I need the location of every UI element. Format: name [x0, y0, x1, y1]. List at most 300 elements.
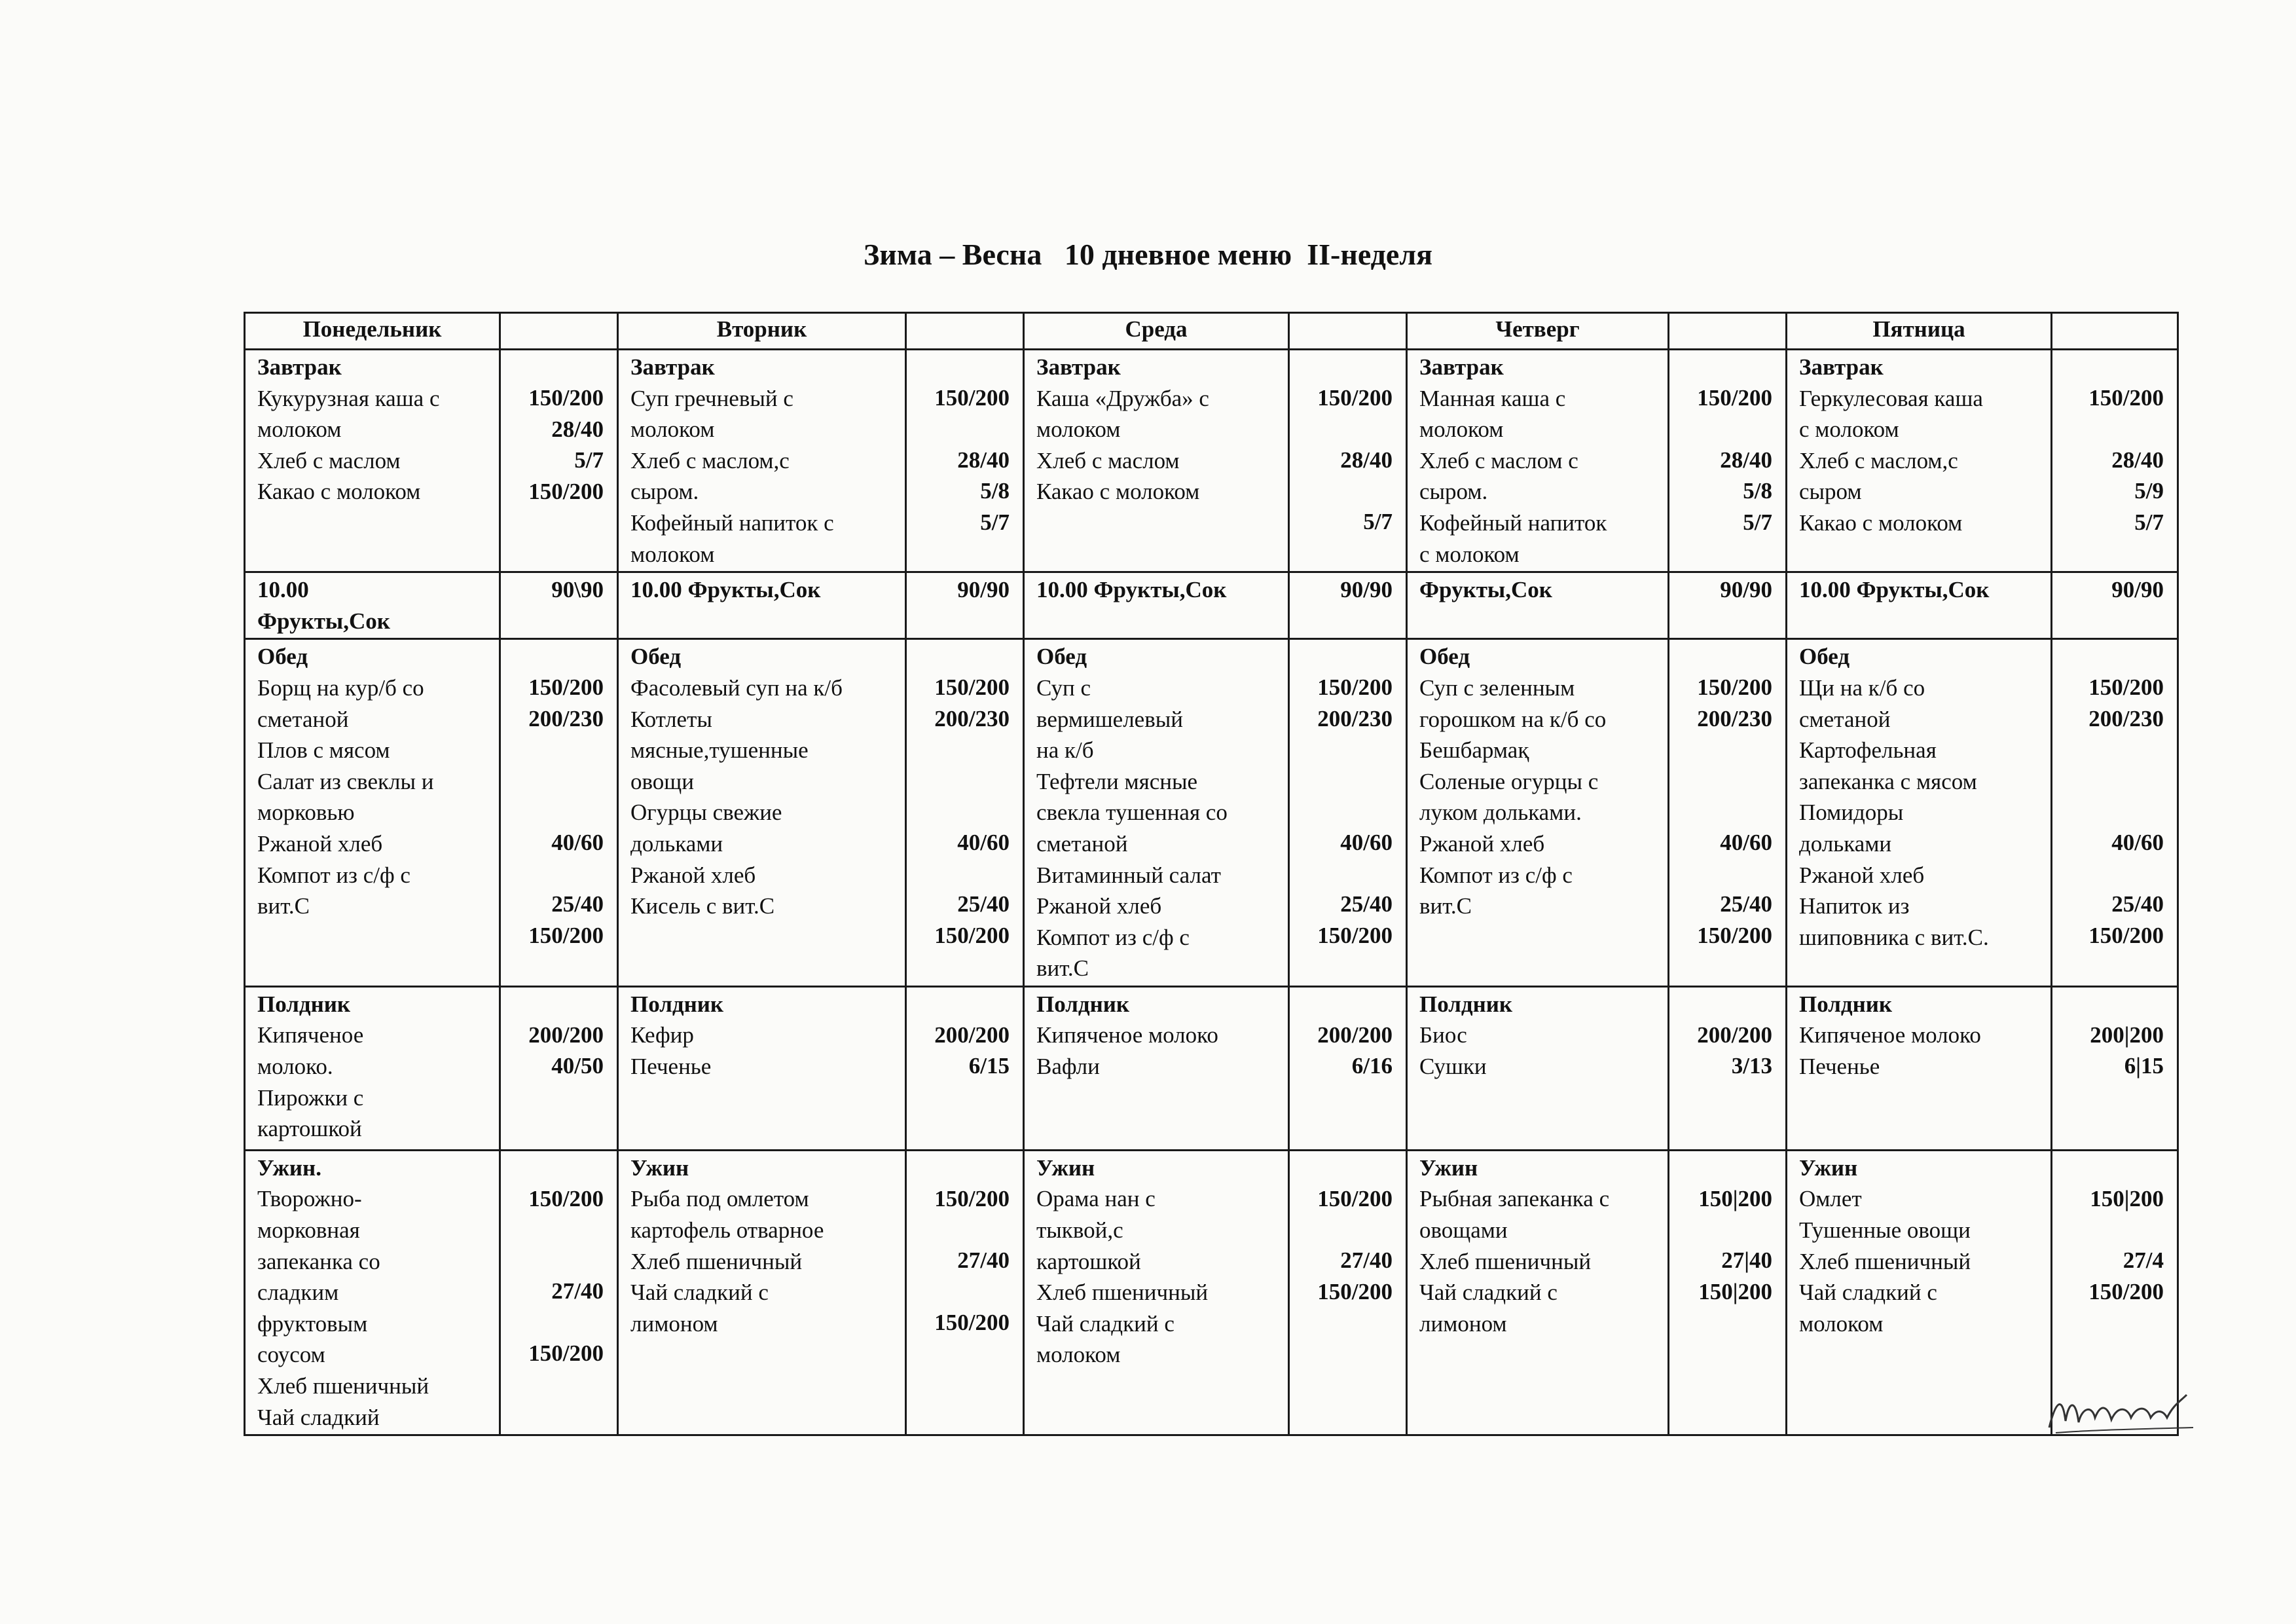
- meal-heading: Завтрак: [257, 354, 342, 380]
- dish-name: 10.00 Фрукты,Сок: [630, 577, 821, 603]
- portion-value: 150/200: [528, 922, 604, 948]
- meal-cell: [1787, 986, 2052, 1150]
- meal-heading: Обед: [1799, 644, 1850, 670]
- dish-name: Компот из с/ф с: [1036, 924, 1190, 950]
- amount-header: [2052, 313, 2178, 350]
- meal-cell: [1024, 639, 1289, 987]
- portion-value: 27/40: [1340, 1247, 1393, 1274]
- portion-cell: [500, 986, 618, 1150]
- dish-name: Чай сладкий: [257, 1404, 380, 1430]
- day-header: Четверг: [1407, 313, 1669, 350]
- portion-value: 5/8: [980, 478, 1010, 504]
- meal-heading: Обед: [1036, 644, 1087, 670]
- portion-value: [1302, 858, 1393, 889]
- dish-name: Хлеб пшеничный: [1419, 1248, 1592, 1274]
- dish-name: лимоном: [1419, 1310, 1507, 1337]
- portion-cell: [906, 350, 1024, 572]
- portion-value: [2064, 414, 2164, 445]
- portion-value: [2064, 1153, 2164, 1183]
- portion-value: 150/200: [934, 385, 1010, 411]
- meal-cell: [1024, 350, 1289, 572]
- meal-cell: [618, 572, 906, 639]
- meal-cell: [245, 572, 500, 639]
- dish-name: Ржаной хлеб: [1799, 862, 1925, 888]
- portion-value: [1681, 414, 1772, 445]
- meal-heading: Полдник: [1419, 991, 1513, 1017]
- portion-value: 150/200: [2088, 385, 2164, 411]
- dish-name: горошком на к/б со: [1419, 706, 1607, 732]
- portion-value: [2064, 766, 2164, 796]
- portion-value: [1681, 641, 1772, 672]
- portion-value: 150/200: [528, 674, 604, 701]
- dish-name: молоком: [1036, 416, 1121, 443]
- portion-value: 150/200: [2088, 1279, 2164, 1305]
- meal-heading: Ужин: [1036, 1154, 1095, 1181]
- portion-cell: [1289, 986, 1407, 1150]
- dish-name: Хлеб с маслом,с: [1799, 447, 1958, 473]
- dish-name: тыквой,с: [1036, 1217, 1123, 1244]
- dish-name: Чай сладкий с: [1036, 1310, 1175, 1337]
- amount-header: [1669, 313, 1787, 350]
- menu-body: [245, 350, 2178, 1435]
- meal-heading: Полдник: [630, 991, 724, 1017]
- portion-value: [513, 1307, 604, 1338]
- portion-value: 25/40: [1340, 891, 1393, 917]
- dish-name: Хлеб с маслом,с: [630, 447, 790, 473]
- portion-cell: [1669, 350, 1787, 572]
- dish-name: сладким: [257, 1280, 339, 1306]
- portion-value: 150/200: [934, 1310, 1010, 1336]
- meal-cell: [1407, 572, 1669, 639]
- portion-value: 200/200: [934, 1022, 1010, 1048]
- dish-name: Картофельная: [1799, 737, 1937, 764]
- dish-name: шиповника с вит.С.: [1799, 924, 1989, 950]
- dish-name: Омлет: [1799, 1186, 1862, 1212]
- portion-value: 40/60: [2111, 829, 2164, 855]
- dish-name: Хлеб пшеничный: [630, 1248, 803, 1274]
- portion-value: [2064, 796, 2164, 827]
- portion-value: 150/200: [1317, 922, 1393, 948]
- dish-name: Ржаной хлеб: [630, 862, 756, 888]
- portion-cell: [1669, 639, 1787, 987]
- dish-name: 10.00: [257, 577, 309, 603]
- meal-cell: [1024, 572, 1289, 639]
- menu-table: [244, 312, 2179, 1436]
- portion-value: 150/200: [1697, 922, 1772, 948]
- dish-name: фруктовым: [257, 1310, 368, 1337]
- dish-name: запеканка со: [257, 1248, 380, 1274]
- dish-name: Компот из с/ф с: [257, 862, 410, 888]
- portion-value: [919, 735, 1010, 766]
- afternoon-snack-row: [245, 986, 2178, 1150]
- dish-name: Хлеб пшеничный: [1799, 1248, 1971, 1274]
- dish-name: Напиток из: [1799, 893, 1910, 919]
- meal-heading: Обед: [257, 644, 308, 670]
- dish-name: Хлеб пшеничный: [257, 1373, 429, 1399]
- meal-heading: Полдник: [257, 991, 351, 1017]
- portion-value: 40/60: [1720, 829, 1772, 855]
- dish-name: Котлеты: [630, 706, 712, 732]
- portion-value: 40/60: [551, 829, 604, 855]
- meal-cell: [1787, 350, 2052, 572]
- portion-value: [1681, 858, 1772, 889]
- dish-name: Кукурузная каша с: [257, 385, 440, 411]
- portion-value: 150/200: [528, 1340, 604, 1367]
- dish-name: Какао с молоком: [1799, 509, 1963, 536]
- portion-value: [919, 1214, 1010, 1245]
- dish-name: вермишелевый: [1036, 706, 1183, 732]
- dish-name: на к/б: [1036, 737, 1094, 764]
- portion-value: [919, 641, 1010, 672]
- portion-value: 150/200: [528, 385, 604, 411]
- dish-name: молоком: [257, 416, 342, 443]
- meal-cell: [1024, 986, 1289, 1150]
- dish-name: молоком: [1419, 416, 1504, 443]
- portion-cell: [500, 572, 618, 639]
- portion-value: 150/200: [934, 922, 1010, 948]
- portion-value: 150/200: [2088, 922, 2164, 948]
- portion-value: 200/230: [1697, 705, 1772, 731]
- portion-value: 150/200: [1317, 674, 1393, 701]
- meal-cell: [618, 1150, 906, 1435]
- portion-value: 28/40: [1720, 447, 1772, 473]
- dish-name: сыром: [1799, 479, 1862, 505]
- dish-name: Какао с молоком: [257, 479, 421, 505]
- dish-name: Борщ на кур/б со: [257, 674, 424, 701]
- portion-value: 5/7: [980, 509, 1010, 535]
- portion-value: 25/40: [1720, 891, 1772, 917]
- portion-value: 90/90: [957, 577, 1010, 603]
- dish-name: Щи на к/б со: [1799, 674, 1925, 701]
- portion-value: [1302, 475, 1393, 506]
- portion-value: [513, 989, 604, 1020]
- dish-name: сметаной: [1799, 706, 1891, 732]
- portion-value: 40/50: [551, 1053, 604, 1079]
- portion-cell: [906, 986, 1024, 1150]
- portion-value: [919, 858, 1010, 889]
- portion-value: 28/40: [2111, 447, 2164, 473]
- dish-name: Кипяченое: [257, 1022, 364, 1048]
- dish-name: Кофейный напиток с: [630, 509, 834, 536]
- dish-name: Фрукты,Сок: [1419, 577, 1552, 603]
- dish-name: Огурцы свежие: [630, 800, 782, 826]
- portion-value: 90/90: [1720, 577, 1772, 603]
- dish-name: молоком: [1036, 1342, 1121, 1368]
- dish-name: картошкой: [1036, 1248, 1141, 1274]
- dish-name: дольками: [630, 830, 723, 857]
- day-header: Вторник: [618, 313, 906, 350]
- dish-name: с молоком: [1419, 541, 1520, 567]
- amount-header: [500, 313, 618, 350]
- dish-name: Кипяченое молоко: [1036, 1022, 1218, 1048]
- portion-value: [1302, 796, 1393, 827]
- dish-name: Орама нан с: [1036, 1186, 1156, 1212]
- portion-value: [513, 766, 604, 796]
- portion-cell: [500, 639, 618, 987]
- dish-name: свекла тушенная со: [1036, 800, 1228, 826]
- portion-cell: [1669, 986, 1787, 1150]
- portion-value: 27/4: [2123, 1247, 2164, 1274]
- portion-value: [2064, 1214, 2164, 1245]
- meal-cell: [1024, 1150, 1289, 1435]
- dish-name: Чай сладкий с: [630, 1280, 769, 1306]
- dish-name: Витаминный салат: [1036, 862, 1221, 888]
- portion-value: [2064, 735, 2164, 766]
- meal-cell: [1787, 572, 2052, 639]
- dish-name: Хлеб с маслом: [1036, 447, 1180, 473]
- portion-value: [2064, 858, 2164, 889]
- dish-name: морковью: [257, 800, 355, 826]
- portion-value: 90/90: [1340, 577, 1393, 603]
- portion-value: [513, 1153, 604, 1183]
- portion-value: [919, 796, 1010, 827]
- dish-name: Тефтели мясные: [1036, 768, 1198, 794]
- dish-name: молоко.: [257, 1054, 333, 1080]
- dish-name: Рыба под омлетом: [630, 1186, 809, 1212]
- dish-name: Тушенные овощи: [1799, 1217, 1971, 1244]
- portion-cell: [906, 639, 1024, 987]
- portion-value: [1302, 1153, 1393, 1183]
- portion-value: 150|200: [2090, 1185, 2164, 1211]
- dish-name: вит.С: [257, 893, 310, 919]
- portion-value: 6|15: [2124, 1053, 2164, 1079]
- portion-value: 27/40: [957, 1247, 1010, 1274]
- amount-header: [1289, 313, 1407, 350]
- meal-cell: [1787, 639, 2052, 987]
- dish-name: молоком: [1799, 1310, 1884, 1337]
- portion-value: 3/13: [1731, 1053, 1772, 1079]
- meal-heading: Ужин.: [257, 1154, 321, 1181]
- portion-value: [919, 989, 1010, 1020]
- dish-name: молоком: [630, 416, 715, 443]
- dish-name: морковная: [257, 1217, 360, 1244]
- dish-name: Плов с мясом: [257, 737, 390, 764]
- portion-value: 25/40: [957, 891, 1010, 917]
- dish-name: Вафли: [1036, 1054, 1100, 1080]
- dish-name: Печенье: [630, 1054, 712, 1080]
- portion-value: [1302, 989, 1393, 1020]
- dish-name: Геркулесовая каша: [1799, 385, 1983, 411]
- portion-value: [1681, 352, 1772, 382]
- dish-name: Чай сладкий с: [1419, 1280, 1558, 1306]
- dish-name: сыром.: [630, 479, 699, 505]
- dish-name: сметаной: [257, 706, 349, 732]
- dish-name: соусом: [257, 1342, 325, 1368]
- portion-cell: [1289, 572, 1407, 639]
- dish-name: Соленые огурцы с: [1419, 768, 1599, 794]
- dish-name: Фрукты,Сок: [257, 608, 390, 634]
- portion-value: [513, 352, 604, 382]
- portion-cell: [1289, 350, 1407, 572]
- meal-heading: Обед: [630, 644, 682, 670]
- dish-name: Салат из свеклы и: [257, 768, 434, 794]
- dish-name: Ржаной хлеб: [257, 830, 383, 857]
- portion-value: 150/200: [2088, 674, 2164, 701]
- dish-name: запеканка с мясом: [1799, 768, 1977, 794]
- dish-name: лимоном: [630, 1310, 718, 1337]
- portion-value: 5/9: [2134, 478, 2164, 504]
- dish-name: Бешбармақ: [1419, 737, 1529, 764]
- dish-name: овощами: [1419, 1217, 1508, 1244]
- portion-value: [1681, 766, 1772, 796]
- portion-value: [919, 1153, 1010, 1183]
- dish-name: Чай сладкий с: [1799, 1280, 1937, 1306]
- portion-value: 5/7: [1743, 509, 1772, 535]
- handwritten-signature: [2043, 1382, 2200, 1441]
- dish-name: Фасолевый суп на к/б: [630, 674, 843, 701]
- snack-row: [245, 572, 2178, 639]
- dish-name: Кипяченое молоко: [1799, 1022, 1981, 1048]
- breakfast-row: [245, 350, 2178, 572]
- portion-value: 200/230: [934, 705, 1010, 731]
- portion-value: 27/40: [551, 1278, 604, 1304]
- dish-name: 10.00 Фрукты,Сок: [1799, 577, 1990, 603]
- portion-value: [1681, 796, 1772, 827]
- dish-name: Кисель с вит.С: [630, 893, 775, 919]
- portion-value: 25/40: [551, 891, 604, 917]
- portion-value: 200/200: [528, 1022, 604, 1048]
- meal-heading: Ужин: [1419, 1154, 1478, 1181]
- dish-name: сметаной: [1036, 830, 1128, 857]
- dish-name: Суп с зеленным: [1419, 674, 1575, 701]
- portion-value: [1681, 735, 1772, 766]
- meal-heading: Завтрак: [630, 354, 715, 380]
- meal-cell: [245, 986, 500, 1150]
- meal-heading: Завтрак: [1799, 354, 1884, 380]
- meal-cell: [245, 1150, 500, 1435]
- dish-name: овощи: [630, 768, 694, 794]
- dish-name: Биос: [1419, 1022, 1467, 1048]
- portion-value: 150/200: [528, 478, 604, 504]
- portion-value: 150|200: [1698, 1185, 1772, 1211]
- portion-value: 40/60: [1340, 829, 1393, 855]
- dish-name: вит.С: [1036, 955, 1089, 982]
- dish-name: Кофейный напиток: [1419, 509, 1607, 536]
- portion-value: 200/200: [1317, 1022, 1393, 1048]
- portion-value: 25/40: [2111, 891, 2164, 917]
- dish-name: молоком: [630, 541, 715, 567]
- portion-value: [1302, 352, 1393, 382]
- portion-value: 150/200: [1697, 385, 1772, 411]
- portion-value: 150|200: [1698, 1279, 1772, 1305]
- portion-cell: [2052, 639, 2178, 987]
- dish-name: Пирожки с: [257, 1084, 364, 1111]
- portion-value: [1302, 1214, 1393, 1245]
- dish-name: мясные,тушенные: [630, 737, 809, 764]
- portion-value: [513, 796, 604, 827]
- meal-heading: Обед: [1419, 644, 1470, 670]
- dish-name: дольками: [1799, 830, 1892, 857]
- dish-name: Ржаной хлеб: [1419, 830, 1545, 857]
- meal-heading: Завтрак: [1419, 354, 1504, 380]
- portion-cell: [1289, 1150, 1407, 1435]
- dish-name: Каша «Дружба» с: [1036, 385, 1209, 411]
- portion-value: 150/200: [1317, 385, 1393, 411]
- dish-name: Ржаной хлеб: [1036, 893, 1162, 919]
- portion-value: [1681, 989, 1772, 1020]
- portion-value: [919, 352, 1010, 382]
- meal-heading: Полдник: [1036, 991, 1130, 1017]
- portion-value: [919, 1276, 1010, 1307]
- day-header: Понедельник: [245, 313, 500, 350]
- meal-heading: Ужин: [630, 1154, 689, 1181]
- portion-cell: [2052, 572, 2178, 639]
- meal-cell: [618, 350, 906, 572]
- portion-cell: [1669, 572, 1787, 639]
- meal-cell: [245, 639, 500, 987]
- portion-value: 6/16: [1351, 1053, 1393, 1079]
- portion-cell: [906, 572, 1024, 639]
- meal-cell: [1407, 350, 1669, 572]
- portion-value: [513, 858, 604, 889]
- dish-name: с молоком: [1799, 416, 1899, 443]
- portion-value: 5/8: [1743, 478, 1772, 504]
- portion-cell: [2052, 986, 2178, 1150]
- portion-value: 150/200: [934, 674, 1010, 701]
- portion-value: [919, 414, 1010, 445]
- dish-name: Хлеб с маслом с: [1419, 447, 1578, 473]
- portion-cell: [1289, 639, 1407, 987]
- portion-value: 90\90: [551, 577, 604, 603]
- meal-cell: [618, 986, 906, 1150]
- portion-value: [2064, 989, 2164, 1020]
- meal-cell: [1407, 1150, 1669, 1435]
- dish-name: Сушки: [1419, 1054, 1487, 1080]
- dish-name: вит.С: [1419, 893, 1472, 919]
- portion-value: [1302, 641, 1393, 672]
- meal-heading: Ужин: [1799, 1154, 1858, 1181]
- day-header: Пятница: [1787, 313, 2052, 350]
- portion-value: 90/90: [2111, 577, 2164, 603]
- portion-cell: [906, 1150, 1024, 1435]
- portion-value: [1302, 766, 1393, 796]
- portion-value: 6/15: [968, 1053, 1010, 1079]
- portion-cell: [500, 1150, 618, 1435]
- portion-value: 28/40: [1340, 447, 1393, 473]
- portion-value: [513, 641, 604, 672]
- meal-heading: Полдник: [1799, 991, 1893, 1017]
- portion-value: 200/200: [1697, 1022, 1772, 1048]
- dish-name: картофель отварное: [630, 1217, 824, 1244]
- day-header: Среда: [1024, 313, 1289, 350]
- dish-name: Рыбная запеканка с: [1419, 1186, 1610, 1212]
- portion-value: 28/40: [551, 416, 604, 442]
- portion-value: [1302, 414, 1393, 445]
- meal-cell: [1407, 639, 1669, 987]
- portion-value: 150/200: [528, 1185, 604, 1211]
- meal-cell: [1787, 1150, 2052, 1435]
- portion-value: [919, 766, 1010, 796]
- dish-name: 10.00 Фрукты,Сок: [1036, 577, 1227, 603]
- portion-value: [513, 735, 604, 766]
- portion-value: [1302, 735, 1393, 766]
- lunch-row: [245, 639, 2178, 987]
- meal-cell: [618, 639, 906, 987]
- portion-value: [1681, 1214, 1772, 1245]
- portion-value: 5/7: [2134, 509, 2164, 535]
- portion-cell: [500, 350, 618, 572]
- meal-heading: Завтрак: [1036, 354, 1121, 380]
- amount-header: [906, 313, 1024, 350]
- portion-value: 200/230: [1317, 705, 1393, 731]
- portion-value: 27|40: [1721, 1247, 1772, 1274]
- portion-value: 28/40: [957, 447, 1010, 473]
- dish-name: сыром.: [1419, 479, 1488, 505]
- portion-value: 150/200: [1317, 1185, 1393, 1211]
- portion-value: 150/200: [934, 1185, 1010, 1211]
- page-title: Зима – Весна 10 дневное меню II-неделя: [863, 238, 1433, 271]
- dish-name: Кефир: [630, 1022, 694, 1048]
